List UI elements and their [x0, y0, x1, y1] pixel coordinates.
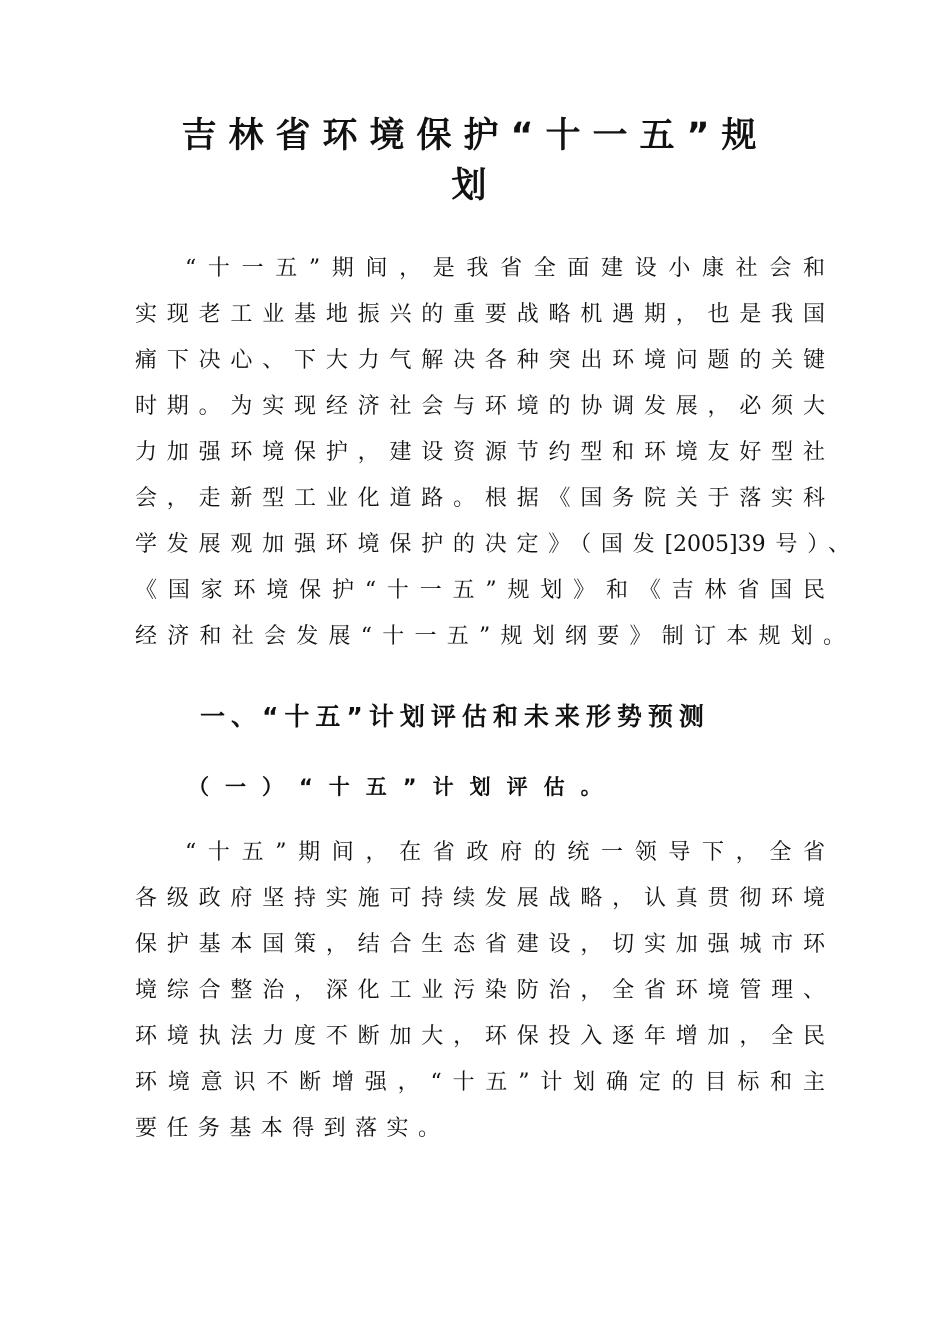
paragraph-1-line-9: 经济和社会发展“十一五”规划纲要》制订本规划。: [135, 624, 845, 649]
document-title-line-2: 划: [451, 166, 499, 206]
subsection-heading: （一）“十五”计划评估。: [188, 775, 618, 799]
paragraph-2-line-6: 环境意识不断增强，“十五”计划确定的目标和主: [135, 1070, 825, 1095]
paragraph-2-line-5: 环境执法力度不断加大，环保投入逐年增加，全民: [135, 1024, 825, 1049]
document-title-line-1: 吉林省环境保护“十一五”规: [181, 116, 769, 156]
paragraph-1-line-7: 学发展观加强环境保护的决定》（国发[2005]39号）、: [135, 532, 850, 557]
paragraph-2-line-2: 各级政府坚持实施可持续发展战略，认真贯彻环境: [135, 886, 825, 911]
paragraph-2-line-1: “十五”期间，在省政府的统一领导下，全省: [185, 840, 825, 865]
paragraph-1-line-1: “十一五”期间，是我省全面建设小康社会和: [185, 256, 825, 281]
paragraph-1-line-6: 会，走新型工业化道路。根据《国务院关于落实科: [135, 486, 825, 511]
paragraph-1-line-3: 痛下决心、下大力气解决各种突出环境问题的关键: [135, 348, 825, 373]
paragraph-2-line-3: 保护基本国策，结合生态省建设，切实加强城市环: [135, 932, 825, 957]
paragraph-1-line-5: 力加强环境保护，建设资源节约型和环境友好型社: [135, 440, 825, 465]
paragraph-2-line-7: 要任务基本得到落实。: [135, 1116, 440, 1141]
section-heading: 一、“十五”计划评估和未来形势预测: [200, 702, 710, 731]
paragraph-1-line-4: 时期。为实现经济社会与环境的协调发展，必须大: [135, 394, 825, 419]
paragraph-1-line-8: 《国家环境保护“十一五”规划》和《吉林省国民: [135, 578, 825, 603]
paragraph-1-line-2: 实现老工业基地振兴的重要战略机遇期，也是我国: [135, 302, 825, 327]
paragraph-2-line-4: 境综合整治，深化工业污染防治，全省环境管理、: [135, 978, 825, 1003]
